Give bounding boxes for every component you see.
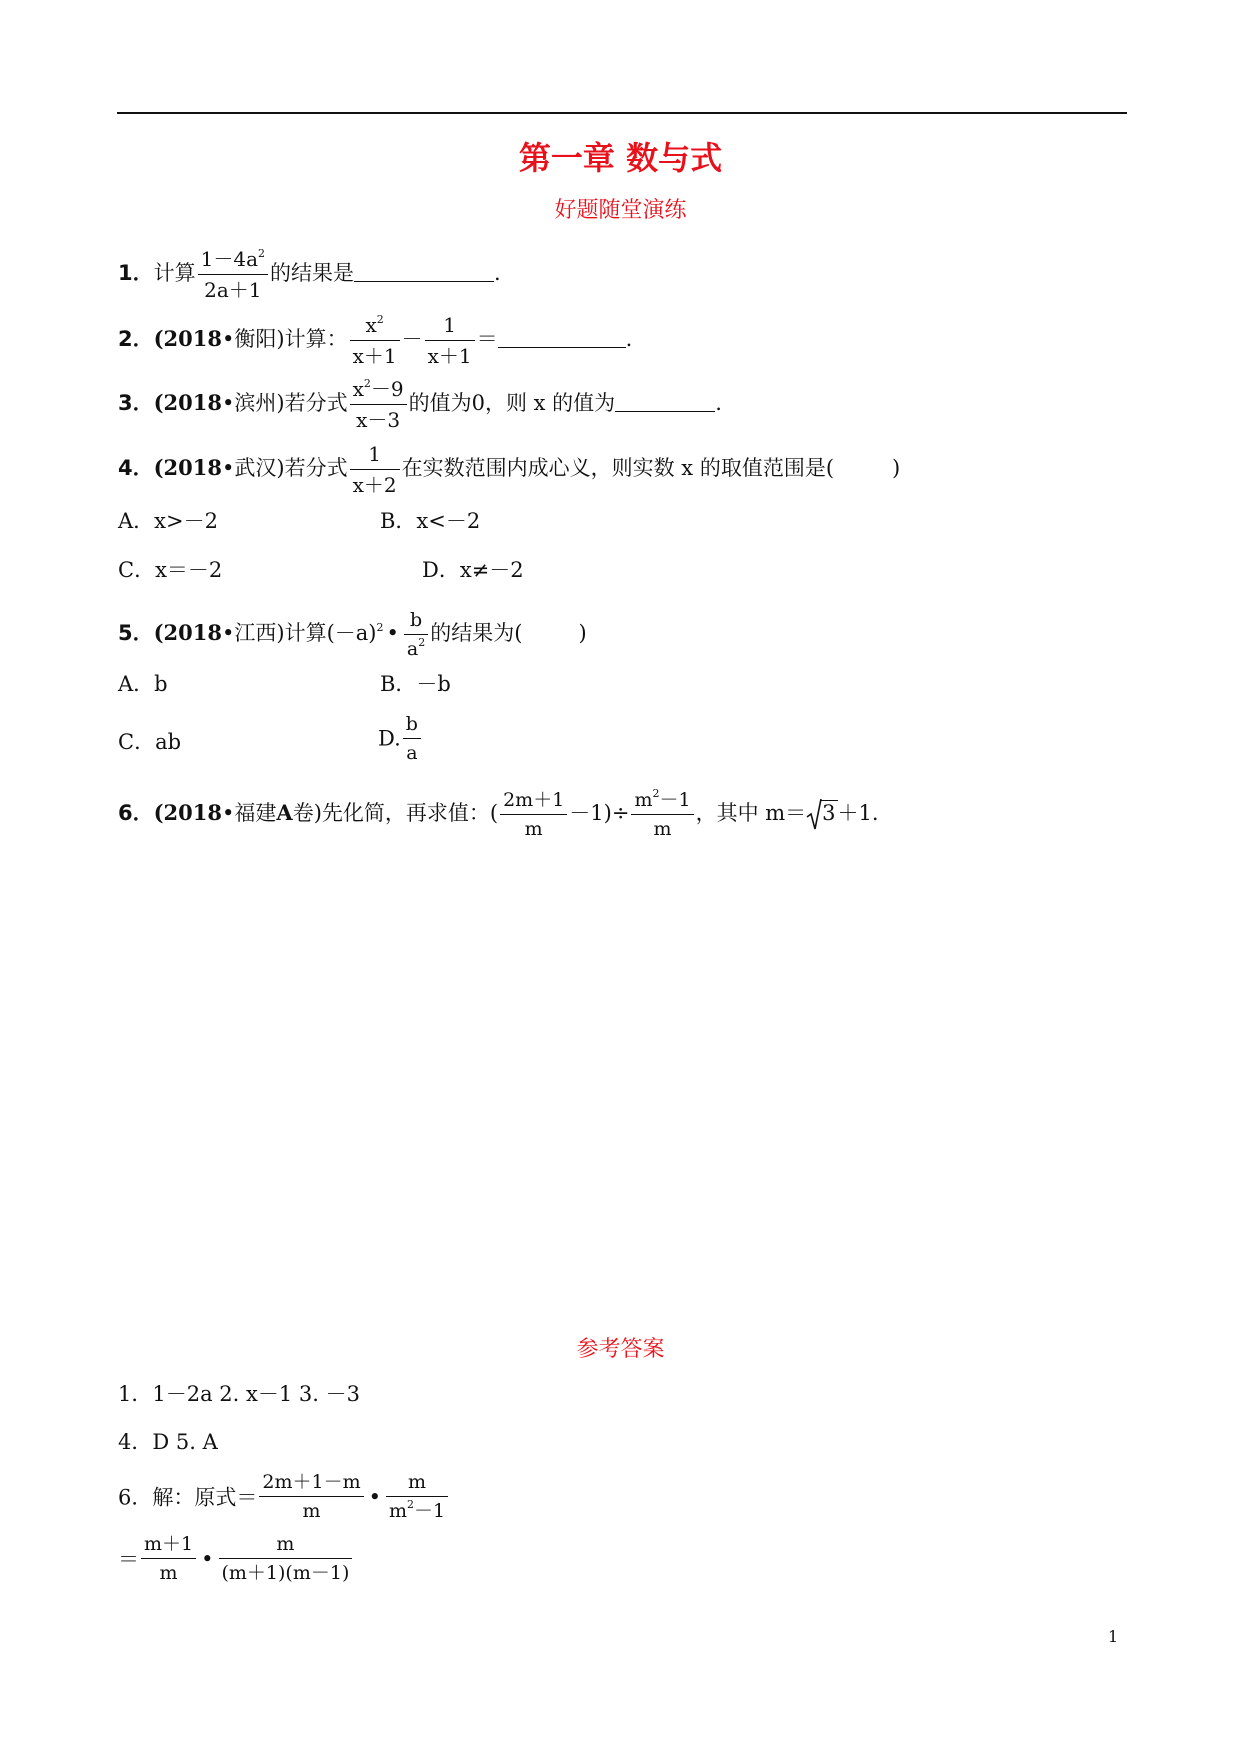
section-title: 好题随堂演练 xyxy=(554,198,687,223)
fraction: $\frac{b}{a^2}$ xyxy=(404,606,428,663)
fraction: $\frac{m^2-1}{m}$ xyxy=(631,786,693,843)
fraction: $\frac{2m+1-m}{m}$ xyxy=(259,1468,363,1525)
answers-line-1: 1．1－2a 2. x－1 3. －3 xyxy=(118,1382,360,1406)
answers-title: 参考答案 xyxy=(576,1337,665,1362)
header-rule xyxy=(117,112,1127,114)
question-4: 4．(2018•武汉)若分式 $\frac{1}{x+2}$ 在实数范围内成心义，则实数 x 的取值范围是( ) xyxy=(118,439,900,500)
answer-blank xyxy=(354,263,494,282)
q5-option-c: C．ab xyxy=(118,730,182,754)
fraction: $\frac{x^2}{x+1}$ xyxy=(350,310,400,371)
q4-option-d: D．x≠－2 xyxy=(422,558,524,582)
fraction: $\frac{b}{a}$ xyxy=(403,710,421,767)
fraction: $\frac{1}{x+2}$ xyxy=(350,439,400,500)
answers-line-4: ＝ $\frac{m+1}{m}$ • $\frac{m}{(m+1)(m-1)}$ xyxy=(118,1530,354,1587)
fraction: $\frac{1}{x+1}$ xyxy=(425,310,475,371)
fraction: $\frac{m}{(m+1)(m-1)}$ xyxy=(219,1530,353,1587)
fraction: $\frac{2m+1}{m}$ xyxy=(500,786,567,843)
sqrt-sign: 3 xyxy=(806,803,837,824)
q5-option-b: B．－b xyxy=(380,672,451,696)
answer-blank xyxy=(498,329,626,348)
fraction: $\frac{m+1}{m}$ xyxy=(141,1530,196,1587)
q5-option-d: D. $\frac{b}{a}$ xyxy=(378,710,423,767)
answers-line-2: 4．D 5. A xyxy=(118,1430,218,1454)
fraction: $\frac{m}{m^2-1}$ xyxy=(386,1468,448,1525)
question-5: 5．(2018•江西)计算$(-a)^2$ • $\frac{b}{a^2}$ 的结果为( ) xyxy=(118,606,587,663)
answer-blank xyxy=(615,393,715,412)
answers-line-3: 6．解：原式＝ $\frac{2m+1-m}{m}$ • $\frac{m}{m^2-1}$ xyxy=(118,1468,450,1525)
fraction: $\frac{1-4a^2}{2a+1}$ xyxy=(198,244,268,305)
page-number: 1 xyxy=(1108,1627,1119,1646)
fraction: $\frac{x^2-9}{x-3}$ xyxy=(350,374,407,435)
question-2: 2．(2018•衡阳)计算： $\frac{x^2}{x+1}$ － $\frac{1}{x+1}$ ＝ . xyxy=(118,310,632,371)
q4-option-a: A．x>－2 xyxy=(118,509,218,533)
question-1: 1．计算 $\frac{1-4a^2}{2a+1}$ 的结果是 . xyxy=(118,244,501,305)
q4-option-c: C．x＝－2 xyxy=(118,558,223,582)
question-3: 3．(2018•滨州)若分式 $\frac{x^2-9}{x-3}$ 的值为0，则 x 的值为 . xyxy=(118,374,722,435)
chapter-title: 第一章 数与式 xyxy=(518,139,723,177)
q5-option-a: A．b xyxy=(118,672,168,696)
q4-option-b: B．x<－2 xyxy=(380,509,481,533)
question-6: 6．(2018•福建A卷)先化简，再求值：( $\frac{2m+1}{m}$ －1)÷ $\frac{m^2-1}{m}$ ，其中 m＝ 3＋1. xyxy=(118,786,879,843)
